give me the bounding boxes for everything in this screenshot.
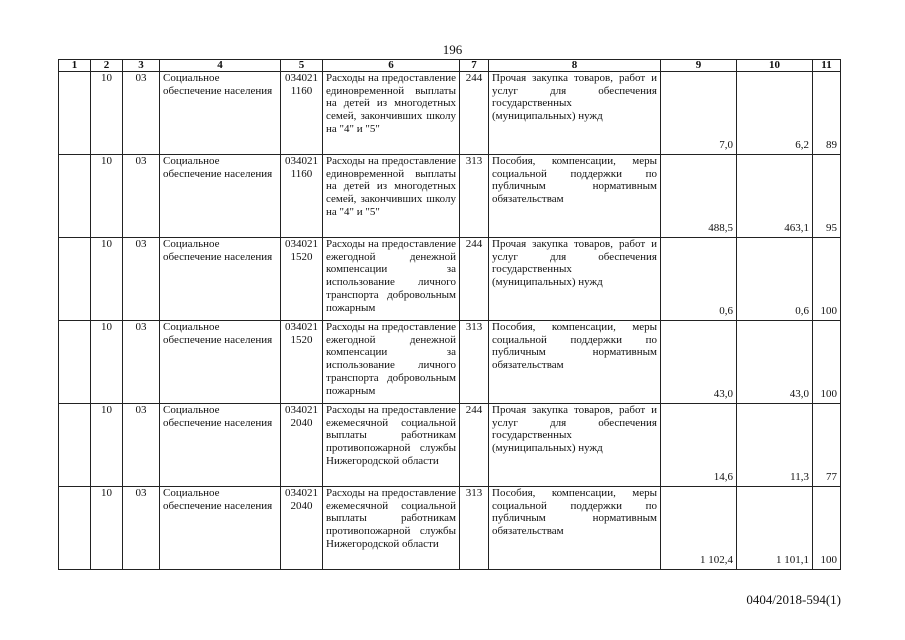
cell-subsection: 03 [123, 321, 160, 404]
cell-expense-name: Расходы на предоставление единовременной выплаты на детей из многодетных семей, закончивших школу на "4" и "5" [323, 155, 460, 238]
cell-subsection: 03 [123, 72, 160, 155]
cell-target-code: 034021 1520 [281, 321, 323, 404]
page-number: 196 [442, 42, 463, 57]
cell-index [59, 72, 91, 155]
cell-expense-type-name: Прочая закупка товаров, работ и услуг для обеспечения государственных (муниципальных) нужд [489, 238, 661, 321]
cell-expense-type: 313 [460, 321, 489, 404]
cell-percent: 100 [813, 238, 841, 321]
cell-planned: 0,6 [661, 238, 737, 321]
cell-actual: 11,3 [737, 404, 813, 487]
cell-expense-type: 313 [460, 155, 489, 238]
cell-index [59, 238, 91, 321]
cell-section: 10 [91, 321, 123, 404]
cell-section-name: Социальное обеспечение населения [160, 155, 281, 238]
cell-subsection: 03 [123, 487, 160, 570]
column-header: 7 [460, 60, 489, 72]
cell-index [59, 487, 91, 570]
cell-target-code: 034021 1160 [281, 155, 323, 238]
cell-section: 10 [91, 487, 123, 570]
cell-actual: 6,2 [737, 72, 813, 155]
cell-percent: 100 [813, 321, 841, 404]
cell-planned: 43,0 [661, 321, 737, 404]
cell-planned: 488,5 [661, 155, 737, 238]
column-header: 10 [737, 60, 813, 72]
cell-expense-name: Расходы на предоставление ежемесячной социальной выплаты работникам противопожарной службы Нижегородской области [323, 404, 460, 487]
cell-planned: 7,0 [661, 72, 737, 155]
column-header: 2 [91, 60, 123, 72]
cell-subsection: 03 [123, 155, 160, 238]
cell-expense-type: 244 [460, 238, 489, 321]
cell-expense-type: 313 [460, 487, 489, 570]
column-header: 5 [281, 60, 323, 72]
column-header: 3 [123, 60, 160, 72]
cell-actual: 463,1 [737, 155, 813, 238]
table-row [59, 487, 841, 570]
cell-actual: 43,0 [737, 321, 813, 404]
cell-target-code: 034021 2040 [281, 487, 323, 570]
cell-subsection: 03 [123, 404, 160, 487]
cell-percent: 100 [813, 487, 841, 570]
cell-expense-type: 244 [460, 72, 489, 155]
cell-section-name: Социальное обеспечение населения [160, 487, 281, 570]
cell-planned: 14,6 [661, 404, 737, 487]
table-row [59, 321, 841, 404]
cell-subsection: 03 [123, 238, 160, 321]
cell-planned: 1 102,4 [661, 487, 737, 570]
budget-table [58, 59, 841, 570]
cell-section-name: Социальное обеспечение населения [160, 238, 281, 321]
table-header-row [59, 60, 841, 72]
cell-expense-type-name: Пособия, компенсации, меры социальной поддержки по публичным нормативным обязательствам [489, 487, 661, 570]
cell-section: 10 [91, 72, 123, 155]
cell-expense-type-name: Прочая закупка товаров, работ и услуг для обеспечения государственных (муниципальных) нужд [489, 404, 661, 487]
cell-section: 10 [91, 155, 123, 238]
cell-percent: 95 [813, 155, 841, 238]
cell-actual: 1 101,1 [737, 487, 813, 570]
table-row [59, 72, 841, 155]
cell-actual: 0,6 [737, 238, 813, 321]
table-row [59, 404, 841, 487]
cell-expense-type-name: Прочая закупка товаров, работ и услуг для обеспечения государственных (муниципальных) нужд [489, 72, 661, 155]
cell-section: 10 [91, 404, 123, 487]
column-header: 1 [59, 60, 91, 72]
cell-section-name: Социальное обеспечение населения [160, 404, 281, 487]
cell-target-code: 034021 1520 [281, 238, 323, 321]
cell-section: 10 [91, 238, 123, 321]
cell-percent: 77 [813, 404, 841, 487]
cell-index [59, 155, 91, 238]
table-row [59, 238, 841, 321]
column-header: 6 [323, 60, 460, 72]
cell-expense-name: Расходы на предоставление ежегодной денежной компенсации за использование личного транспорта добровольным пожарным [323, 321, 460, 404]
cell-expense-type-name: Пособия, компенсации, меры социальной поддержки по публичным нормативным обязательствам [489, 155, 661, 238]
cell-index [59, 404, 91, 487]
column-header: 9 [661, 60, 737, 72]
column-header: 8 [489, 60, 661, 72]
cell-expense-name: Расходы на предоставление ежемесячной социальной выплаты работникам противопожарной службы Нижегородской области [323, 487, 460, 570]
cell-expense-name: Расходы на предоставление ежегодной денежной компенсации за использование личного транспорта добровольным пожарным [323, 238, 460, 321]
cell-section-name: Социальное обеспечение населения [160, 72, 281, 155]
cell-target-code: 034021 2040 [281, 404, 323, 487]
cell-expense-name: Расходы на предоставление единовременной выплаты на детей из многодетных семей, закончивших школу на "4" и "5" [323, 72, 460, 155]
cell-expense-type: 244 [460, 404, 489, 487]
table-row [59, 155, 841, 238]
column-header: 11 [813, 60, 841, 72]
column-header: 4 [160, 60, 281, 72]
cell-percent: 89 [813, 72, 841, 155]
cell-target-code: 034021 1160 [281, 72, 323, 155]
document-code: 0404/2018-594(1) [746, 592, 841, 607]
cell-expense-type-name: Пособия, компенсации, меры социальной поддержки по публичным нормативным обязательствам [489, 321, 661, 404]
cell-index [59, 321, 91, 404]
cell-section-name: Социальное обеспечение населения [160, 321, 281, 404]
